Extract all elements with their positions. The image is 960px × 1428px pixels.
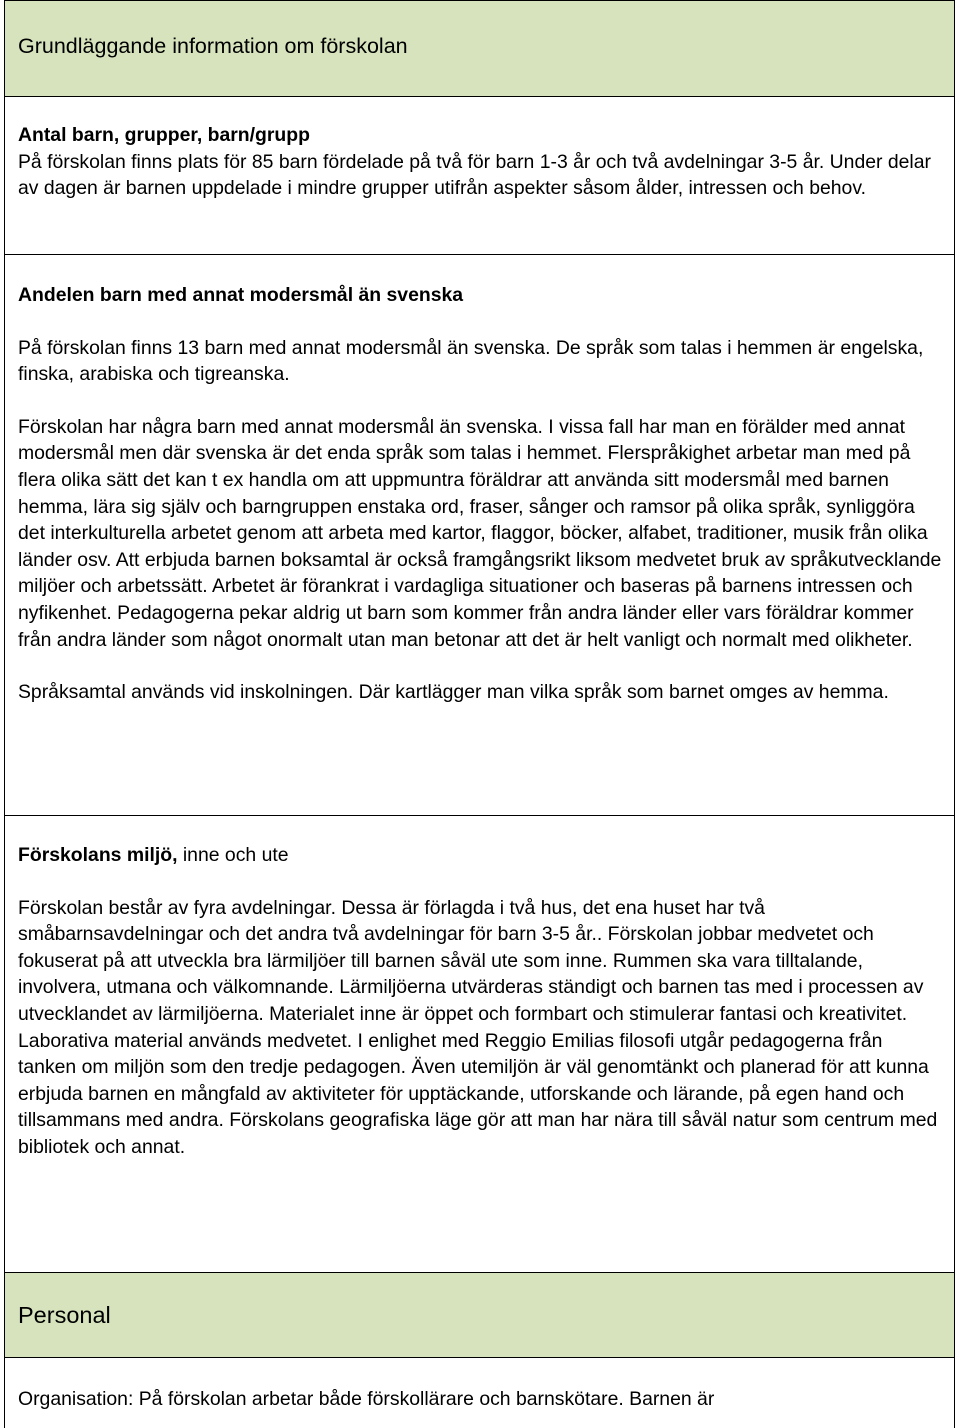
environment-heading <box>18 842 942 869</box>
children-groups-block <box>5 97 954 255</box>
staff-block <box>5 1358 954 1428</box>
document-table <box>4 0 955 1428</box>
section-title-personnel: Personal <box>18 1302 111 1328</box>
children-groups-heading: Antal barn, grupper, barn/grupp <box>18 124 310 146</box>
environment-heading-bold: Förskolans miljö, <box>18 844 178 866</box>
language-heading: Andelen barn med annat modersmål än svenska <box>18 284 464 306</box>
language-paragraph-1: På förskolan finns 13 barn med annat modersmål än svenska. De språk som talas i hemmen är engelska, finska, arabiska och tigreanska. <box>18 336 924 386</box>
environment-heading-rest: inne och ute <box>177 844 289 866</box>
environment-text: Förskolan består av fyra avdelningar. Dessa är förlagda i två hus, det ena huset har två småbarnsavdelningar och det andra två avdelningar för barn 3-5 år.. Förskolan jobbar medvetet och fokuserat på att utveckla bra lärmiljöer till barnen såväl ute som inne. Rummen ska vara tilltalande, involvera, utmana och välkomnande. Lärmiljöerna utvärderas ständigt och barnen tas med i processen av utvecklandet av lärmiljöerna. Materialet inne är öppet och formbart och stimulerar fantasi och kreativitet. Laborativa material används medvetet. I enlighet med Reggio Emilias filosofi utgår pedagogerna från tanken om miljön som den tredje pedagogen. Även utemiljön är väl genomtänkt och planerad för att kunna erbjuda barnen en mångfald av aktiviteter för upptäckande, utforskande och lärande, på egen hand och tillsammans med andra. Förskolans geografiska läge gör att man har nära till såväl natur som centrum med bibliotek och annat. <box>18 896 938 1158</box>
children-groups-text: På förskolan finns plats för 85 barn fördelade på två för barn 1-3 år och två avdelningar 3-5 år. Under delar av dagen är barnen uppdelade i mindre grupper utifrån aspekter såsom ålder, intressen och behov. <box>18 150 931 200</box>
staff-text: Organisation: På förskolan arbetar både förskollärare och barnskötare. Barnen är <box>18 1388 715 1410</box>
section-header-personnel <box>5 1273 954 1358</box>
section-title: Grundläggande information om förskolan <box>18 34 408 58</box>
language-block <box>5 255 954 816</box>
environment-block <box>5 816 954 1273</box>
language-paragraph-2: Förskolan har några barn med annat modersmål än svenska. I vissa fall har man en förälder med annat modersmål men där svenska är det enda språk som talas i hemmet. Flerspråkighet arbetar man med på flera olika sätt det kan t ex handla om att uppmuntra föräldrar att använda sitt modersmål med barnen hemma, lära sig själv och barngruppen enstaka ord, fraser, sånger och ramsor på olika språk, synliggöra det interkulturella arbetet genom att arbeta med kartor, flaggor, böcker, alfabet, traditioner, musik från olika länder osv. Att erbjuda barnen boksamtal är också framgångsrikt liksom medvetet bruk av språkutvecklande miljöer och arbetssätt. Arbetet är förankrat i vardagliga situationer och baseras på barnens intressen och nyfikenhet. Pedagogerna pekar aldrig ut barn som kommer från andra länder eller vars föräldrar kommer från andra länder som något onormalt utan man betonar att det är helt vanligt och normalt med olikheter. <box>18 415 942 651</box>
language-paragraph-3: Språksamtal används vid inskolningen. Där kartlägger man vilka språk som barnet omges av hemma. <box>18 681 889 704</box>
section-header-basic-info <box>5 1 954 97</box>
